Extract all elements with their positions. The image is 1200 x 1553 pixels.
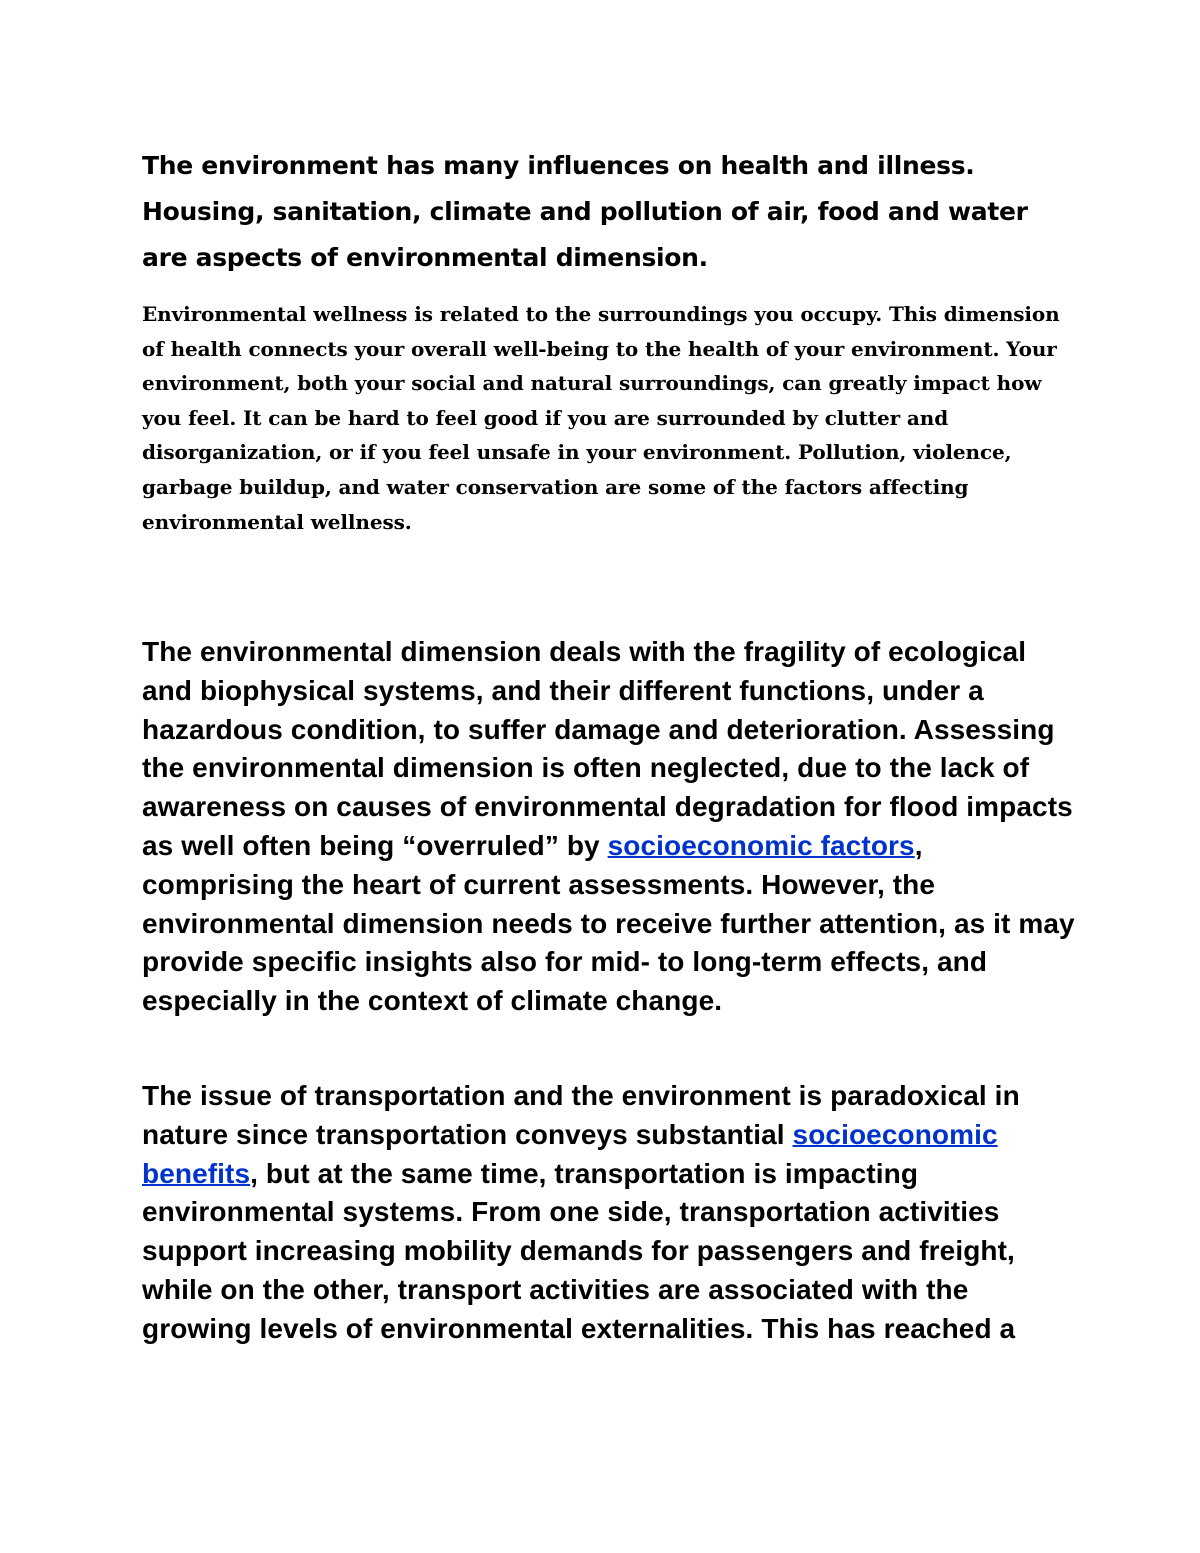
fragility-text-after: , comprising the heart of current assessments. However, the environmental dimension needs to receive further attention, as it may provide specific insights also for mid- to long-term effects, and especially in the context of climate change. (142, 829, 1075, 1017)
transport-paragraph (142, 1077, 1077, 1349)
fragility-paragraph (142, 633, 1077, 1021)
socioeconomic-factors-link[interactable]: socioeconomic factors (607, 829, 915, 861)
transport-text-after: , but at the same time, transportation is impacting environmental systems. From one side, transportation activities support increasing mobility demands for passengers and freight, while on the other, transport activities are associated with the growing levels of environmental externalities. This has reached a (142, 1157, 1016, 1344)
intro-paragraph: The environment has many influences on health and illness. Housing, sanitation, climate and pollution of air, food and water are aspects of environmental dimension. (142, 151, 1028, 272)
transport-text-before: The issue of transportation and the environment is paradoxical in nature since transportation conveys substantial (142, 1080, 1020, 1150)
wellness-paragraph: Environmental wellness is related to the surroundings you occupy. This dimension of health connects your overall well-being to the health of your environment. Your environment, both your social and natural surroundings, can greatly impact how you feel. It can be hard to feel good if you are surrounded by clutter and disorganization, or if you feel unsafe in your environment. Pollution, violence, garbage buildup, and water conservation are some of the factors affecting environmental wellness. (142, 302, 1060, 534)
socioeconomic-benefits-link[interactable]: socioeconomic benefits (142, 1118, 998, 1189)
fragility-text-before: The environmental dimension deals with the fragility of ecological and biophysical systems, and their different functions, under a hazardous condition, to suffer damage and deterioration. Assessing the environmental dimension is often neglected, due to the lack of awareness on causes of environmental degradation for flood impacts as well often being “overruled” by (142, 636, 1073, 861)
